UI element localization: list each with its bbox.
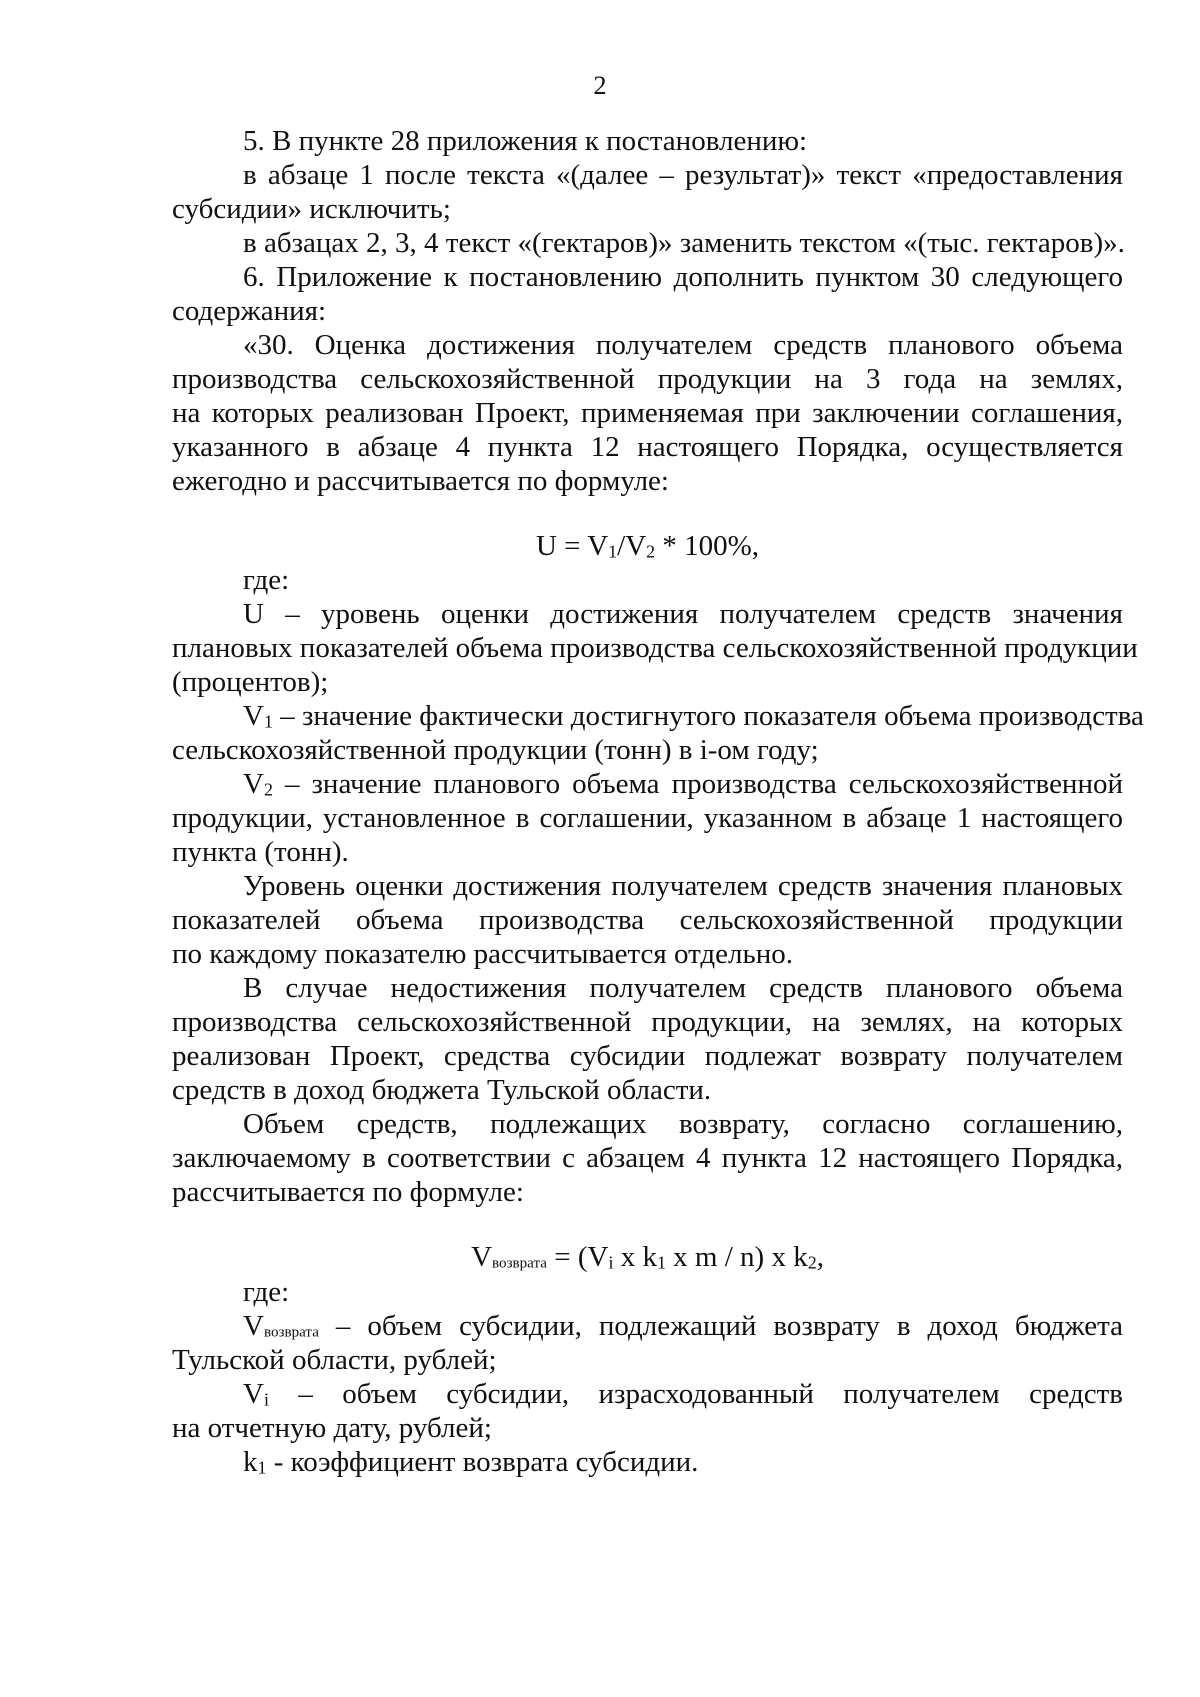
symbol-subscript: 2 [263,779,273,800]
paragraph-line: на которых реализован Проект, применяемая при заключении соглашения, [172,397,1123,429]
paragraph-line: на отчетную дату, рублей; [172,1412,492,1444]
paragraph-line: средств в доход бюджета Тульской области. [172,1074,712,1106]
symbol-v: V [243,768,264,800]
paragraph-line: ежегодно и рассчитывается по формуле: [172,465,669,497]
paragraph-line: пункта (тонн). [172,836,349,868]
paragraph-line: U – уровень оценки достижения получателем средств значения [243,598,1123,630]
symbol-v: V [243,1310,264,1342]
formula-part: /V [617,530,647,562]
definition-text: – объем субсидии, подлежащий возврату в доход бюджета [318,1310,1123,1342]
paragraph-line: по каждому показателю рассчитывается отдельно. [172,938,794,970]
paragraph-line: в абзаце 1 после текста «(далее – результат)» текст «предоставления [243,159,1123,191]
paragraph-line: 6. Приложение к постановлению дополнить пунктом 30 следующего [243,261,1123,293]
paragraph-line: сельскохозяйственной продукции (тонн) в i-ом году; [172,734,819,766]
paragraph-line: Объем средств, подлежащих возврату, согласно соглашению, [243,1108,1123,1140]
paragraph-line: субсидии» исключить; [172,193,451,225]
formula-subscript: i [608,1252,614,1273]
symbol-subscript: возврата [263,1324,319,1341]
formula-part: * 100%, [655,530,760,562]
paragraph-line: в абзацах 2, 3, 4 текст «(гектаров)» заменить текстом «(тыс. гектаров)». [243,227,1125,259]
definition-text: – значение фактически достигнутого показателя объема производства [272,700,1144,732]
paragraph-line: заключаемому в соответствии с абзацем 4 пункта 12 настоящего Порядка, [172,1142,1123,1174]
symbol-subscript: 1 [263,711,273,732]
formula-part: , [816,1241,824,1273]
symbol-subscript: i [263,1389,269,1410]
page-number: 2 [593,71,607,100]
symbol-k: k [243,1446,258,1478]
paragraph-line: (процентов); [172,666,329,698]
paragraph-line: плановых показателей объема производства сельскохозяйственной продукции [172,632,1138,664]
formula-subscript: 2 [807,1252,817,1273]
paragraph-line: «30. Оценка достижения получателем средств планового объема [243,329,1123,361]
definition-text: - коэффициент возврата субсидии. [266,1446,699,1478]
paragraph-line: В случае недостижения получателем средств планового объема [243,972,1123,1004]
symbol-subscript: 1 [257,1457,267,1478]
paragraph-line: указанного в абзаце 4 пункта 12 настоящего Порядка, осуществляется [172,431,1123,463]
paragraph-line: производства сельскохозяйственной продукции на 3 года на землях, [172,363,1123,395]
definition-text: – объем субсидии, израсходованный получателем средств [268,1378,1123,1410]
definition-k1-line [243,1442,1123,1482]
paragraph-line: Тульской области, рублей; [172,1344,497,1376]
paragraph-line: продукции, установленное в соглашении, указанном в абзаце 1 настоящего [172,802,1123,834]
symbol-v: V [243,700,264,732]
paragraph-line: где: [243,1276,290,1308]
paragraph-line: показателей объема производства сельскохозяйственной продукции [172,904,1123,936]
paragraph-line: где: [243,564,290,596]
formula-refund [172,1237,1123,1277]
paragraph-line: реализован Проект, средства субсидии подлежат возврату получателем [172,1040,1123,1072]
formula-part: x k [613,1241,657,1273]
definition-text: – значение планового объема производства сельскохозяйственной [272,768,1123,800]
formula-subscript: 2 [646,541,656,562]
symbol-v: V [243,1378,264,1410]
formula-part: U = V [535,530,609,562]
formula-subscript: 1 [608,541,618,562]
formula-part: V [471,1241,493,1273]
paragraph-line: рассчитывается по формуле: [172,1176,524,1208]
paragraph-line: содержания: [172,295,327,327]
formula-subscript: 1 [656,1252,666,1273]
formula-part: = (V [546,1241,609,1273]
formula-part: x m / n) x k [665,1241,808,1273]
paragraph-line: 5. В пункте 28 приложения к постановлению: [243,125,808,157]
formula-subscript: возврата [492,1255,547,1272]
paragraph-line: Уровень оценки достижения получателем средств значения плановых [243,870,1123,902]
paragraph-line: производства сельскохозяйственной продукции, на землях, на которых [172,1006,1123,1038]
